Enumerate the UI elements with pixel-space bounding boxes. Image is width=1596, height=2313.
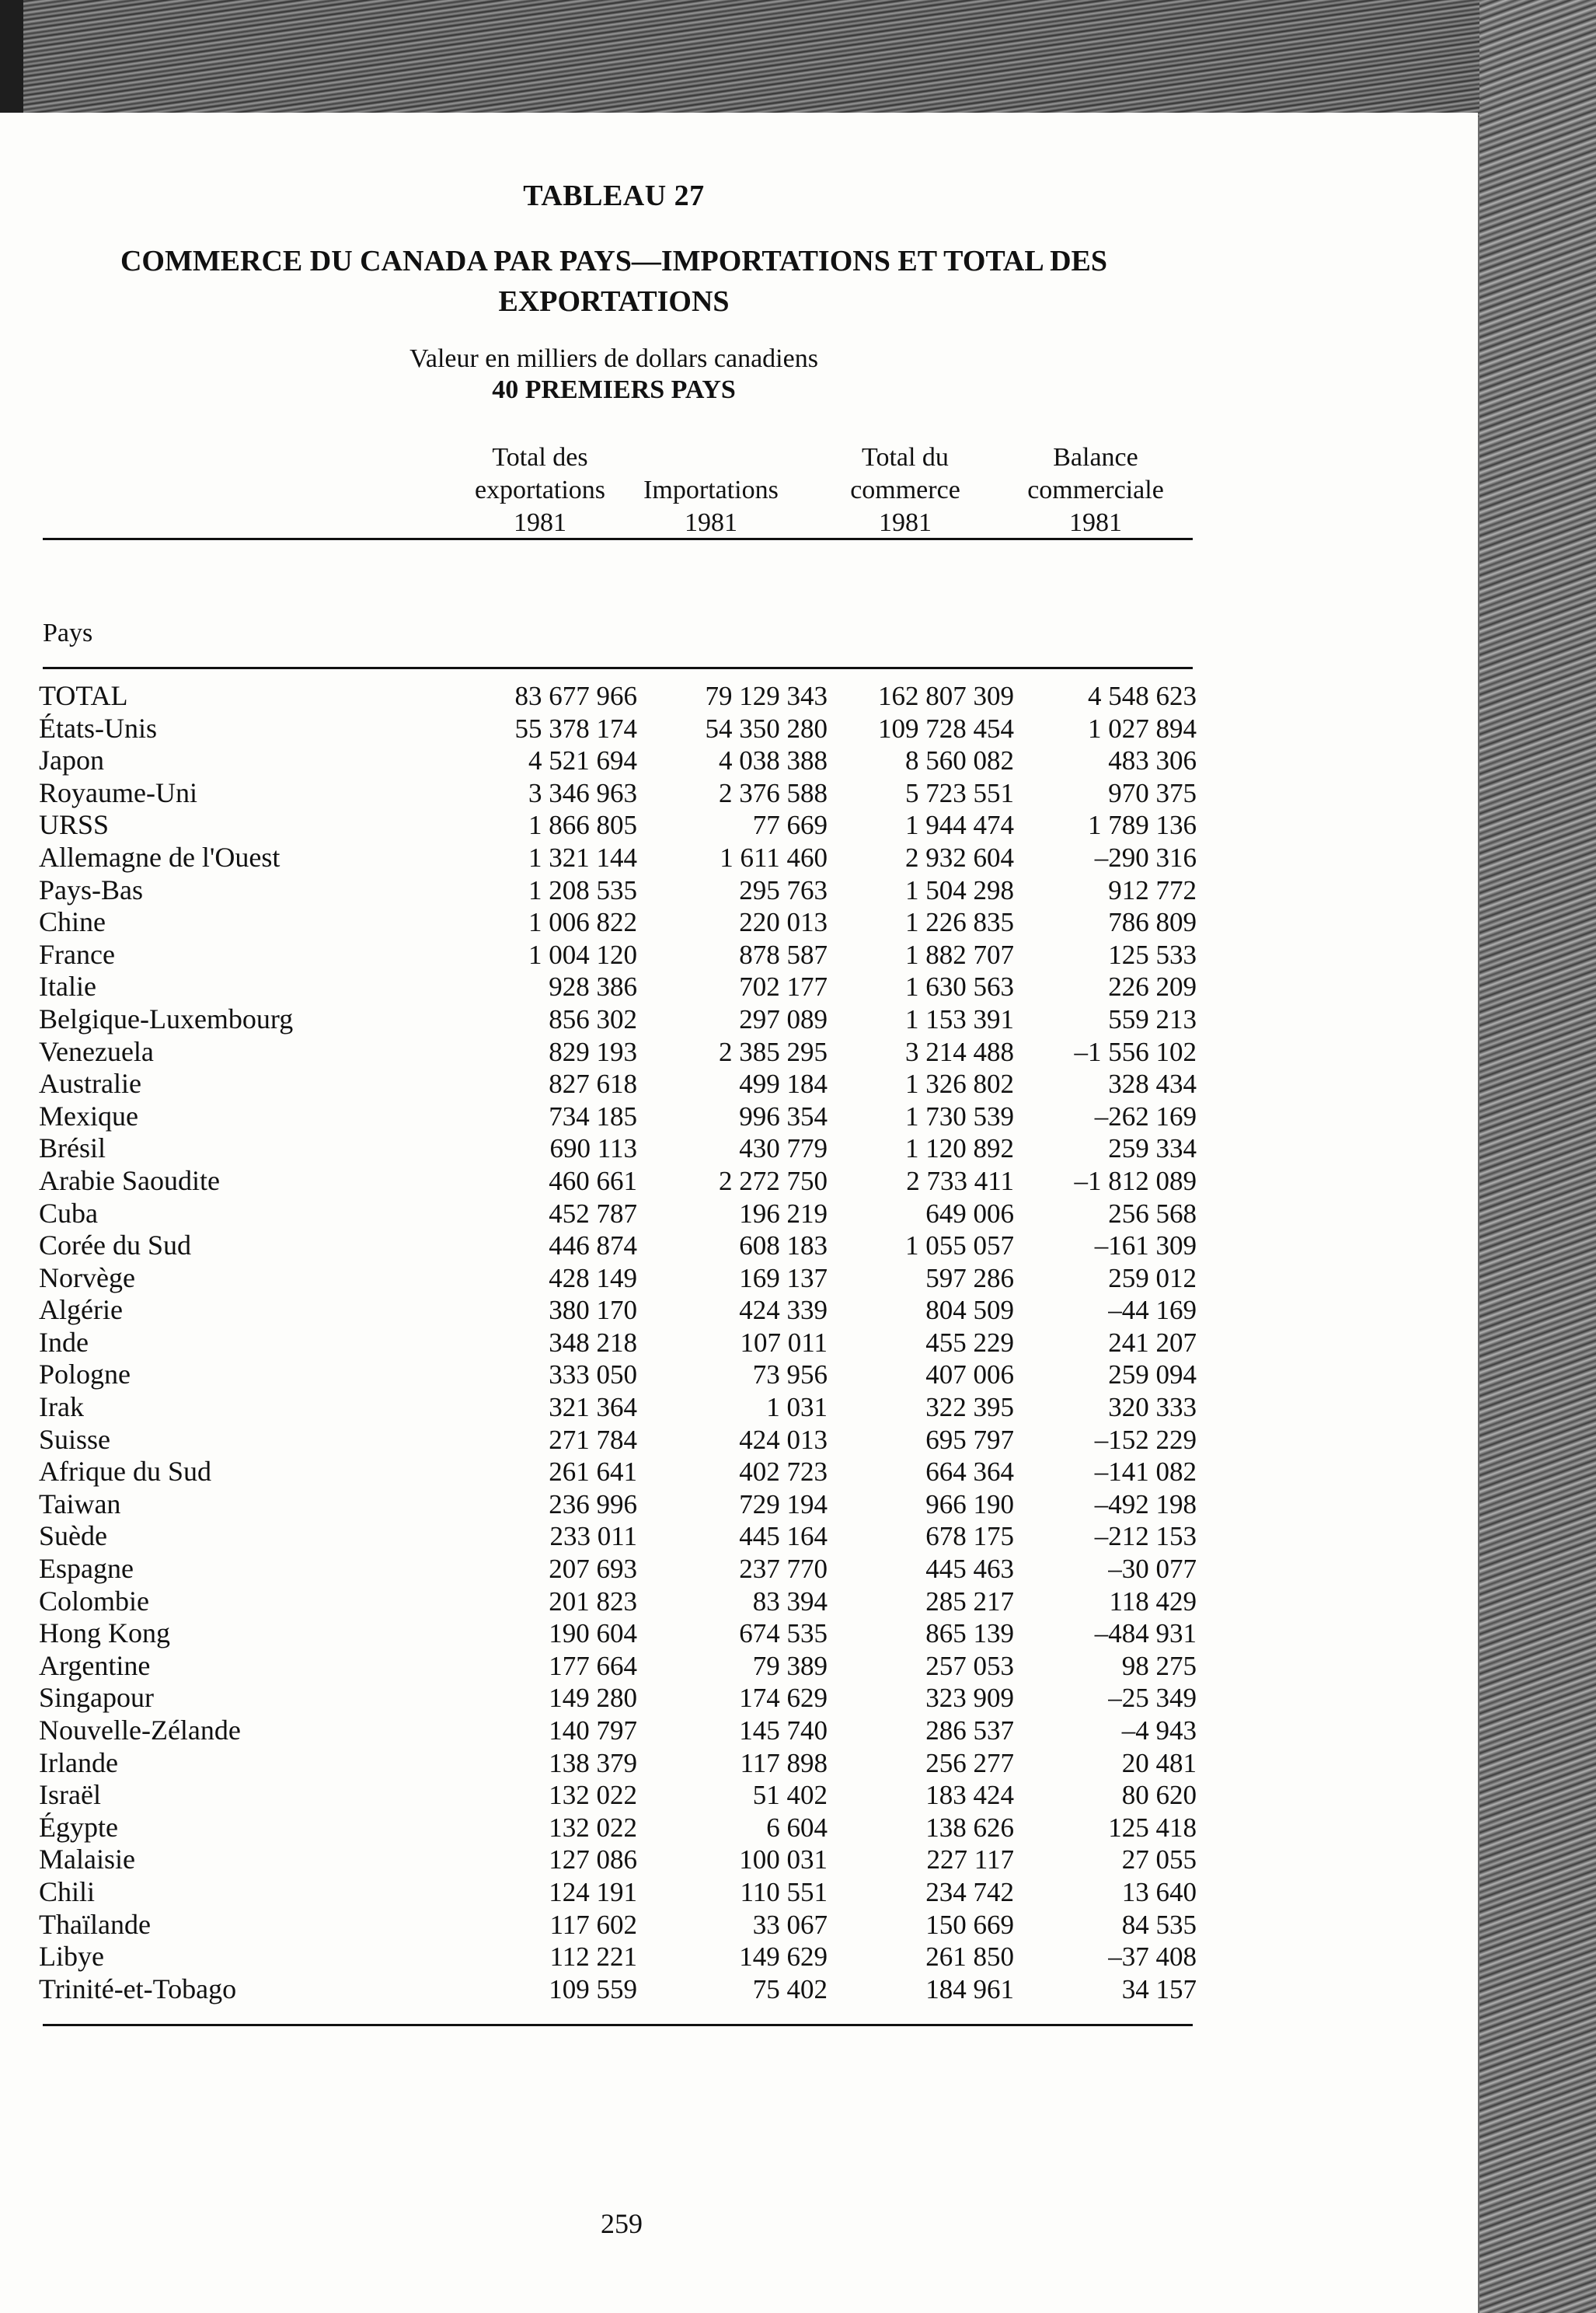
country-cell: Espagne: [39, 1553, 134, 1585]
total-cell: 257 053: [925, 1650, 1014, 1681]
country-cell: Royaume-Uni: [39, 776, 197, 808]
table-row: [39, 1327, 1197, 1359]
total-cell: 138 626: [925, 1812, 1014, 1843]
imports-cell: 674 535: [739, 1618, 828, 1649]
total-cell: 664 364: [925, 1457, 1014, 1488]
imports-cell: 79 389: [752, 1650, 828, 1681]
total-cell: 695 797: [925, 1424, 1014, 1455]
imports-cell: 878 587: [739, 939, 828, 970]
table-row: [39, 1101, 1197, 1133]
total-cell: 1 730 539: [905, 1101, 1014, 1132]
total-cell: 3 214 488: [905, 1036, 1014, 1067]
exports-cell: 177 664: [549, 1650, 637, 1681]
table-row: [39, 1617, 1197, 1650]
balance-cell: 226 209: [1108, 972, 1197, 1003]
country-cell: Israël: [39, 1779, 101, 1811]
imports-cell: 51 402: [752, 1780, 828, 1811]
imports-cell: 107 011: [740, 1327, 828, 1358]
total-cell: 597 286: [925, 1262, 1014, 1293]
exports-cell: 1 866 805: [528, 810, 637, 841]
balance-cell: 483 306: [1108, 745, 1197, 776]
total-cell: 804 509: [925, 1295, 1014, 1326]
balance-cell: 320 333: [1108, 1392, 1197, 1423]
country-cell: Norvège: [39, 1261, 135, 1293]
imports-cell: 430 779: [739, 1133, 828, 1164]
imports-cell: 6 604: [766, 1812, 828, 1843]
imports-cell: 83 394: [752, 1586, 828, 1617]
exports-cell: 233 011: [549, 1521, 637, 1552]
table-row: [39, 939, 1197, 972]
country-cell: Algérie: [39, 1294, 123, 1326]
header-balance-year: 1981: [1069, 508, 1122, 537]
header-total: [812, 441, 998, 539]
imports-cell: 77 669: [752, 810, 828, 841]
country-cell: Inde: [39, 1326, 89, 1358]
balance-cell: –1 556 102: [1074, 1036, 1197, 1067]
table-row: [39, 1003, 1197, 1036]
total-cell: 1 944 474: [905, 810, 1014, 841]
total-cell: 234 742: [925, 1876, 1014, 1907]
country-cell: Suisse: [39, 1423, 111, 1455]
exports-cell: 190 604: [549, 1618, 637, 1649]
page-number: 259: [601, 2208, 643, 2239]
table-row: [39, 1747, 1197, 1780]
balance-cell: 259 094: [1108, 1359, 1197, 1390]
imports-cell: 75 402: [752, 1973, 828, 2004]
exports-cell: 138 379: [549, 1747, 637, 1778]
country-cell: États-Unis: [39, 712, 157, 744]
country-cell: Belgique-Luxembourg: [39, 1003, 294, 1034]
balance-cell: 786 809: [1108, 907, 1197, 938]
header-balance: [1002, 441, 1189, 539]
exports-cell: 109 559: [549, 1973, 637, 2004]
total-cell: 1 120 892: [905, 1133, 1014, 1164]
total-cell: 109 728 454: [878, 713, 1014, 744]
exports-cell: 261 641: [549, 1457, 637, 1488]
table-row: [39, 1520, 1197, 1553]
imports-cell: 4 038 388: [719, 745, 828, 776]
exports-cell: 446 874: [549, 1230, 637, 1261]
imports-cell: 145 740: [739, 1715, 828, 1746]
exports-cell: 827 618: [549, 1069, 637, 1100]
table-row: [39, 1650, 1197, 1683]
balance-cell: –25 349: [1108, 1683, 1197, 1714]
table-row: [39, 680, 1197, 713]
table-row: [39, 1909, 1197, 1941]
imports-cell: 196 219: [739, 1198, 828, 1229]
total-cell: 1 630 563: [905, 972, 1014, 1003]
exports-cell: 829 193: [549, 1036, 637, 1067]
exports-cell: 271 784: [549, 1424, 637, 1455]
imports-cell: 117 898: [740, 1747, 828, 1778]
table-row: [39, 1941, 1197, 1973]
balance-cell: –161 309: [1094, 1230, 1197, 1261]
table-row: [39, 1198, 1197, 1230]
country-count-note: 40 PREMIERS PAYS: [492, 375, 736, 404]
country-cell: Australie: [39, 1068, 141, 1100]
balance-cell: 328 434: [1108, 1069, 1197, 1100]
header-total-line-1: Total du: [862, 443, 949, 472]
imports-cell: 1 611 460: [720, 842, 828, 873]
header-pays: Pays: [43, 619, 93, 647]
table-title-line-2: EXPORTATIONS: [498, 285, 730, 318]
country-cell: Taiwan: [39, 1488, 121, 1519]
exports-cell: 4 521 694: [528, 745, 637, 776]
imports-cell: 295 763: [739, 874, 828, 905]
total-cell: 1 055 057: [905, 1230, 1014, 1261]
balance-cell: –212 153: [1094, 1521, 1197, 1552]
country-cell: Hong Kong: [39, 1617, 170, 1649]
balance-cell: 27 055: [1121, 1844, 1197, 1875]
balance-cell: –37 408: [1108, 1941, 1197, 1973]
scan-binding-edge: [0, 0, 23, 117]
country-cell: Nouvelle-Zélande: [39, 1715, 241, 1746]
total-cell: 183 424: [925, 1780, 1014, 1811]
balance-cell: 13 640: [1121, 1876, 1197, 1907]
exports-cell: 132 022: [549, 1812, 637, 1843]
total-cell: 1 326 802: [905, 1069, 1014, 1100]
balance-cell: –141 082: [1094, 1457, 1197, 1488]
total-cell: 1 226 835: [905, 907, 1014, 938]
exports-cell: 321 364: [549, 1392, 637, 1423]
table-row: [39, 777, 1197, 810]
total-cell: 1 504 298: [905, 874, 1014, 905]
country-cell: Argentine: [39, 1649, 151, 1681]
country-cell: Chili: [39, 1875, 96, 1907]
imports-cell: 2 376 588: [719, 777, 828, 808]
total-cell: 649 006: [925, 1198, 1014, 1229]
balance-cell: 80 620: [1121, 1780, 1197, 1811]
table-row: [39, 1553, 1197, 1586]
imports-cell: 445 164: [739, 1521, 828, 1552]
table-row: [39, 745, 1197, 777]
country-cell: Trinité-et-Tobago: [39, 1973, 237, 2004]
header-imports-line-1: Importations: [643, 476, 779, 504]
imports-cell: 110 551: [740, 1876, 828, 1907]
table-row: [39, 1488, 1197, 1521]
country-cell: Arabie Saoudite: [39, 1164, 220, 1196]
imports-cell: 79 129 343: [705, 681, 828, 711]
country-cell: Libye: [39, 1941, 104, 1973]
imports-cell: 237 770: [739, 1554, 828, 1585]
country-cell: Corée du Sud: [39, 1230, 191, 1261]
header-exports-year: 1981: [514, 508, 566, 537]
total-cell: 227 117: [926, 1844, 1014, 1875]
balance-cell: 912 772: [1108, 874, 1197, 905]
country-cell: TOTAL: [39, 680, 128, 711]
exports-cell: 207 693: [549, 1554, 637, 1585]
total-cell: 256 277: [925, 1747, 1014, 1778]
exports-cell: 452 787: [549, 1198, 637, 1229]
country-cell: Colombie: [39, 1585, 149, 1617]
country-cell: Pays-Bas: [39, 874, 143, 905]
balance-cell: –262 169: [1094, 1101, 1197, 1132]
imports-cell: 729 194: [739, 1488, 828, 1519]
balance-cell: 125 418: [1108, 1812, 1197, 1843]
exports-cell: 140 797: [549, 1715, 637, 1746]
country-cell: France: [39, 938, 115, 970]
exports-cell: 149 280: [549, 1683, 637, 1714]
total-cell: 445 463: [925, 1554, 1014, 1585]
table-row: [39, 842, 1197, 874]
exports-cell: 380 170: [549, 1295, 637, 1326]
value-unit-note: Valeur en milliers de dollars canadiens: [409, 344, 818, 373]
total-cell: 1 882 707: [905, 939, 1014, 970]
header-exports-line-2: exportations: [474, 476, 606, 504]
exports-cell: 236 996: [549, 1488, 637, 1519]
header-balance-line-1: Balance: [1053, 443, 1138, 472]
header-imports: [622, 474, 800, 539]
imports-cell: 73 956: [752, 1359, 828, 1390]
header-total-year: 1981: [879, 508, 932, 537]
country-cell: Égypte: [39, 1811, 118, 1843]
imports-cell: 169 137: [739, 1262, 828, 1293]
balance-cell: 1 789 136: [1088, 810, 1197, 841]
exports-cell: 124 191: [549, 1876, 637, 1907]
exports-cell: 460 661: [549, 1165, 637, 1196]
imports-cell: 174 629: [739, 1683, 828, 1714]
balance-cell: –484 931: [1094, 1618, 1197, 1649]
table-number: TABLEAU 27: [523, 180, 705, 212]
country-cell: Pologne: [39, 1359, 131, 1390]
total-cell: 407 006: [925, 1359, 1014, 1390]
table-bottom-rule: [43, 2024, 1193, 2026]
header-exports-line-1: Total des: [492, 443, 588, 472]
balance-cell: –1 812 089: [1074, 1165, 1197, 1196]
table-row: [39, 1359, 1197, 1391]
total-cell: 261 850: [925, 1941, 1014, 1973]
exports-cell: 856 302: [549, 1003, 637, 1034]
imports-cell: 402 723: [739, 1457, 828, 1488]
imports-cell: 499 184: [739, 1069, 828, 1100]
trade-table-body: [39, 680, 1197, 2005]
header-balance-line-2: commerciale: [1027, 476, 1164, 504]
table-row: [39, 713, 1197, 745]
header-total-line-2: commerce: [850, 476, 960, 504]
country-cell: Irak: [39, 1391, 84, 1423]
imports-cell: 424 013: [739, 1424, 828, 1455]
imports-cell: 2 385 295: [719, 1036, 828, 1067]
imports-cell: 54 350 280: [705, 713, 828, 744]
balance-cell: –4 943: [1121, 1715, 1197, 1746]
table-title: [39, 241, 1189, 322]
country-cell: Brésil: [39, 1132, 106, 1164]
table-row: [39, 1424, 1197, 1457]
exports-cell: 734 185: [549, 1101, 637, 1132]
imports-cell: 1 031: [766, 1392, 828, 1423]
balance-cell: 259 334: [1108, 1133, 1197, 1164]
balance-cell: 256 568: [1108, 1198, 1197, 1229]
total-cell: 865 139: [925, 1618, 1014, 1649]
exports-cell: 690 113: [549, 1133, 637, 1164]
total-cell: 285 217: [925, 1586, 1014, 1617]
scan-background-right: [1479, 0, 1596, 2313]
imports-cell: 424 339: [739, 1295, 828, 1326]
total-cell: 1 153 391: [905, 1003, 1014, 1034]
balance-cell: 20 481: [1121, 1747, 1197, 1778]
table-row: [39, 906, 1197, 939]
balance-cell: –492 198: [1094, 1488, 1197, 1519]
country-cell: Cuba: [39, 1197, 98, 1229]
header-exports: [431, 441, 649, 539]
total-cell: 150 669: [925, 1909, 1014, 1940]
exports-cell: 127 086: [549, 1844, 637, 1875]
imports-cell: 702 177: [739, 972, 828, 1003]
country-cell: Venezuela: [39, 1035, 154, 1067]
exports-cell: 1 208 535: [528, 874, 637, 905]
table-row: [39, 1586, 1197, 1618]
exports-cell: 3 346 963: [528, 777, 637, 808]
table-row: [39, 1844, 1197, 1876]
table-row: [39, 1262, 1197, 1295]
exports-cell: 132 022: [549, 1780, 637, 1811]
exports-cell: 201 823: [549, 1586, 637, 1617]
total-cell: 5 723 551: [905, 777, 1014, 808]
exports-cell: 928 386: [549, 972, 637, 1003]
imports-cell: 608 183: [739, 1230, 828, 1261]
exports-cell: 1 006 822: [528, 907, 637, 938]
total-cell: 162 807 309: [878, 681, 1014, 711]
table-row: [39, 1294, 1197, 1327]
table-row: [39, 1132, 1197, 1165]
table-row: [39, 1456, 1197, 1488]
total-cell: 455 229: [925, 1327, 1014, 1358]
table-row: [39, 1812, 1197, 1844]
total-cell: 8 560 082: [905, 745, 1014, 776]
imports-cell: 220 013: [739, 907, 828, 938]
country-cell: Afrique du Sud: [39, 1456, 211, 1488]
total-cell: 966 190: [925, 1488, 1014, 1519]
balance-cell: 1 027 894: [1088, 713, 1197, 744]
total-cell: 2 932 604: [905, 842, 1014, 873]
table-row: [39, 1682, 1197, 1715]
table-row: [39, 1068, 1197, 1101]
total-cell: 2 733 411: [906, 1165, 1014, 1196]
country-cell: Mexique: [39, 1100, 138, 1132]
balance-cell: –30 077: [1108, 1554, 1197, 1585]
table-row: [39, 1230, 1197, 1262]
exports-cell: 1 321 144: [528, 842, 637, 873]
balance-cell: 125 533: [1108, 939, 1197, 970]
country-cell: Chine: [39, 906, 106, 938]
balance-cell: –290 316: [1094, 842, 1197, 873]
country-cell: Suède: [39, 1520, 107, 1552]
table-title-line-1: COMMERCE DU CANADA PAR PAYS—IMPORTATIONS ET TOTAL DES: [120, 245, 1108, 277]
exports-cell: 117 602: [549, 1909, 637, 1940]
exports-cell: 83 677 966: [514, 681, 637, 711]
country-cell: Italie: [39, 971, 96, 1003]
balance-cell: 259 012: [1108, 1262, 1197, 1293]
imports-cell: 297 089: [739, 1003, 828, 1034]
table-row: [39, 1973, 1197, 2006]
imports-cell: 100 031: [739, 1844, 828, 1875]
trade-table: [39, 680, 1197, 2005]
header-bottom-rule: [43, 667, 1193, 669]
table-row: [39, 874, 1197, 907]
balance-cell: 98 275: [1121, 1650, 1197, 1681]
exports-cell: 428 149: [549, 1262, 637, 1293]
balance-cell: –152 229: [1094, 1424, 1197, 1455]
exports-cell: 112 221: [549, 1941, 637, 1973]
imports-cell: 149 629: [739, 1941, 828, 1973]
balance-cell: 4 548 623: [1088, 681, 1197, 711]
table-row: [39, 1036, 1197, 1069]
table-row: [39, 1876, 1197, 1909]
total-cell: 184 961: [925, 1973, 1014, 2004]
total-cell: 286 537: [925, 1715, 1014, 1746]
table-row: [39, 971, 1197, 1003]
balance-cell: 118 429: [1109, 1586, 1197, 1617]
exports-cell: 348 218: [549, 1327, 637, 1358]
table-row: [39, 1391, 1197, 1424]
country-cell: Thaïlande: [39, 1908, 151, 1940]
balance-cell: 241 207: [1108, 1327, 1197, 1358]
table-row: [39, 1715, 1197, 1747]
country-cell: Irlande: [39, 1746, 118, 1778]
total-cell: 678 175: [925, 1521, 1014, 1552]
country-cell: Allemagne de l'Ouest: [39, 841, 281, 873]
exports-cell: 333 050: [549, 1359, 637, 1390]
exports-cell: 1 004 120: [528, 939, 637, 970]
table-row: [39, 1165, 1197, 1198]
header-imports-year: 1981: [685, 508, 737, 537]
country-cell: URSS: [39, 809, 110, 841]
total-cell: 323 909: [925, 1683, 1014, 1714]
imports-cell: 996 354: [739, 1101, 828, 1132]
balance-cell: 559 213: [1108, 1003, 1197, 1034]
imports-cell: 33 067: [752, 1909, 828, 1940]
balance-cell: 84 535: [1121, 1909, 1197, 1940]
balance-cell: –44 169: [1108, 1295, 1197, 1326]
total-cell: 322 395: [925, 1392, 1014, 1423]
country-cell: Singapour: [39, 1682, 154, 1714]
balance-cell: 34 157: [1121, 1973, 1197, 2004]
table-row: [39, 809, 1197, 842]
balance-cell: 970 375: [1108, 777, 1197, 808]
table-note: [0, 344, 1228, 406]
exports-cell: 55 378 174: [514, 713, 637, 744]
country-cell: Japon: [39, 745, 104, 776]
scan-background-top: [0, 0, 1596, 117]
table-row: [39, 1779, 1197, 1812]
imports-cell: 2 272 750: [719, 1165, 828, 1196]
country-cell: Malaisie: [39, 1844, 135, 1875]
